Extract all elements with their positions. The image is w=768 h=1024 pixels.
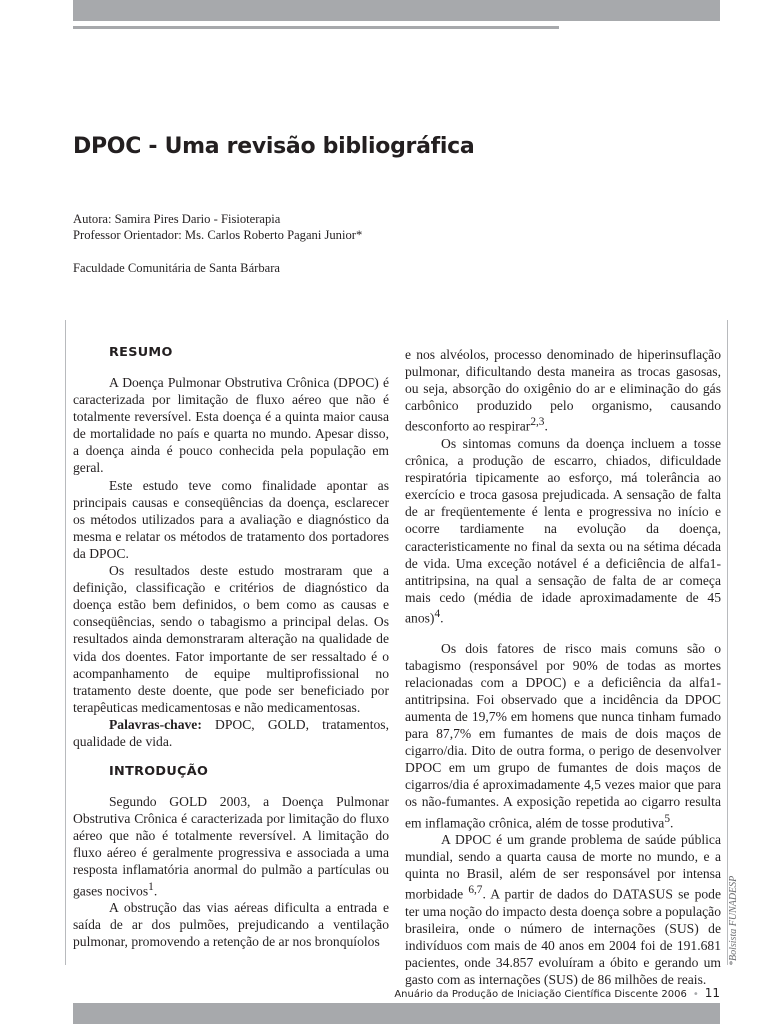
body-paragraph bbox=[405, 346, 721, 435]
institution-line: Faculdade Comunitária de Santa Bárbara bbox=[73, 261, 281, 275]
body-paragraph-text: Os sintomas comuns da doença incluem a tosse crônica, a produção de escarro, chiados, dificuldade respiratória tipicamente ao esforço, má tolerância ao exercício e troca gasosa prejudicada. A sensação de falta de ar freqüentemente é lenta e progressiva no início e ocorre tardiamente na evolução da doença, caracteristicamente no final da sexta ou na sétima década de vida. Uma exceção notável é a deficiência de alfa1-antitripsina, na qual a sensação de falta de ar começa mais cedo (média de idade aproximadamente de 45 anos) bbox=[405, 436, 721, 626]
abstract-paragraph: Este estudo teve como finalidade apontar as principais causas e conseqüências da doença, esclarecer os métodos utilizados para a avaliação e diagnóstico da mesma e relatar os métodos de tratamento dos portadores da DPOC. bbox=[73, 477, 389, 561]
left-column-rule bbox=[65, 320, 66, 965]
keywords-label: Palavras-chave: bbox=[109, 716, 202, 732]
footer-publication: Anuário da Produção de Iniciação Científica Discente 2006 bbox=[394, 989, 687, 1000]
page-footer bbox=[330, 986, 720, 1000]
body-paragraph-text: Os dois fatores de risco mais comuns são o tabagismo (responsável por 90% de todas as mortes relacionadas com a DPOC) e a deficiência da alfa1-antitripsina. Foi observado que a incidência da DPOC aumenta de 19,7% em homens que nunca tinham fumado para 87,7% em fumantes de mais de dois maços de cigarro/dia. Dito de outra forma, o perigo de desenvolver DPOC em um grupo de fumantes de dois maços de cigarros/dia é aproximadamente 4,5 vezes maior que para os não-fumantes. A exposição repetida ao cigarro resulta em inflamação crônica, além de tosse produtiva bbox=[405, 640, 721, 831]
body-paragraph bbox=[405, 831, 721, 988]
advisor-line: Professor Orientador: Ms. Carlos Roberto Pagani Junior* bbox=[73, 228, 363, 242]
citation-ref: 4 bbox=[434, 607, 441, 620]
abstract-heading: RESUMO bbox=[109, 345, 173, 360]
article-title: DPOC - Uma revisão bibliográfica bbox=[73, 134, 475, 159]
intro-paragraph bbox=[73, 793, 389, 899]
abstract-paragraph: A Doença Pulmonar Obstrutiva Crônica (DPOC) é caracterizada por limitação de fluxo aéreo que não é totalmente reversível. Esta doença é a quinta maior causa de mortalidade no país e quarta no mundo. Apesar disso, a doença ainda é pouco conhecida pela população em geral. bbox=[73, 375, 389, 476]
top-decorative-bar bbox=[73, 0, 720, 21]
body-paragraph-end: . bbox=[544, 418, 548, 434]
introduction-heading: INTRODUÇÃO bbox=[109, 764, 209, 780]
scholarship-note bbox=[728, 836, 740, 966]
body-paragraph-text: . A partir de dados do DATASUS se pode ter uma noção do impacto desta doença sobre a população brasileira, onde o número de internações (SUS) de indivíduos com mais de 40 anos em 2004 foi de 191.681 pacientes, onde 34.857 evoluíram a óbito e gerando um gasto com as internações (SUS) de 86 milhões de reais. bbox=[405, 886, 722, 988]
bottom-decorative-bar bbox=[73, 1003, 720, 1024]
body-paragraph-end: . bbox=[669, 815, 674, 831]
abstract-paragraph: Os resultados deste estudo mostraram que a definição, classificação e critérios de diagnóstico da doença estão bem definidos, o bem como as causas e conseqüências, sendo o tabagismo a principal delas. Os resultados ainda demonstraram alteração na qualidade de vida dos doentes. Fator importante de ser ressaltado é o acompanhamento de equipe multiprofissional no tratamento deste doente, que pode ser beneficiado por terapêuticas medicamentosas e não medicamentosas. bbox=[73, 563, 389, 715]
left-column bbox=[73, 344, 389, 950]
right-column bbox=[405, 346, 721, 989]
top-decorative-rule bbox=[73, 26, 559, 29]
citation-ref: 1 bbox=[148, 880, 154, 893]
body-paragraph-text: e nos alvéolos, processo denominado de hiperinsuflação pulmonar, dificultando desta maneira as trocas gasosas, ou seja, absorção do oxigênio do ar e eliminação do gás carbônico produzido pelo organismo, causando desconforto ao respirar bbox=[405, 347, 721, 434]
intro-paragraph-text: Segundo GOLD 2003, a Doença Pulmonar Obstrutiva Crônica é caracterizada por limitação do fluxo aéreo que não é totalmente reversível. A limitação do fluxo aéreo é geralmente progressiva e associada a uma resposta inflamatória anormal do pulmão a partículas ou gases nocivos bbox=[73, 794, 389, 899]
citation-ref: 6,7 bbox=[468, 884, 483, 897]
paragraph-gap bbox=[405, 627, 721, 640]
body-paragraph-end: . bbox=[440, 610, 444, 626]
intro-paragraph: A obstrução das vias aéreas dificulta a entrada e saída de ar dos pulmões, prejudicando a ventilação pulmonar, promovendo a retenção de ar nos bronquíolos bbox=[73, 900, 389, 950]
footer-separator: • bbox=[692, 989, 699, 1000]
body-paragraph bbox=[405, 640, 721, 832]
scholarship-note-text: *Bolsista FUNADESP bbox=[728, 875, 739, 966]
author-line: Autora: Samira Pires Dario - Fisioterapia bbox=[73, 212, 281, 226]
keywords-text: DPOC, GOLD, tratamentos, qualidade de vida. bbox=[73, 716, 389, 749]
citation-ref: 5 bbox=[664, 812, 670, 825]
keywords-paragraph bbox=[73, 716, 389, 750]
page-number: 11 bbox=[704, 986, 720, 1000]
body-paragraph-text: A DPOC é um grande problema de saúde pública mundial, sendo a quarta causa de morte no mundo, e a quinta no Brasil, além de ser responsável por intensa morbidade bbox=[405, 832, 721, 902]
body-paragraph bbox=[405, 435, 721, 627]
citation-ref: 2,3 bbox=[530, 416, 545, 429]
intro-paragraph-end: . bbox=[153, 883, 158, 899]
